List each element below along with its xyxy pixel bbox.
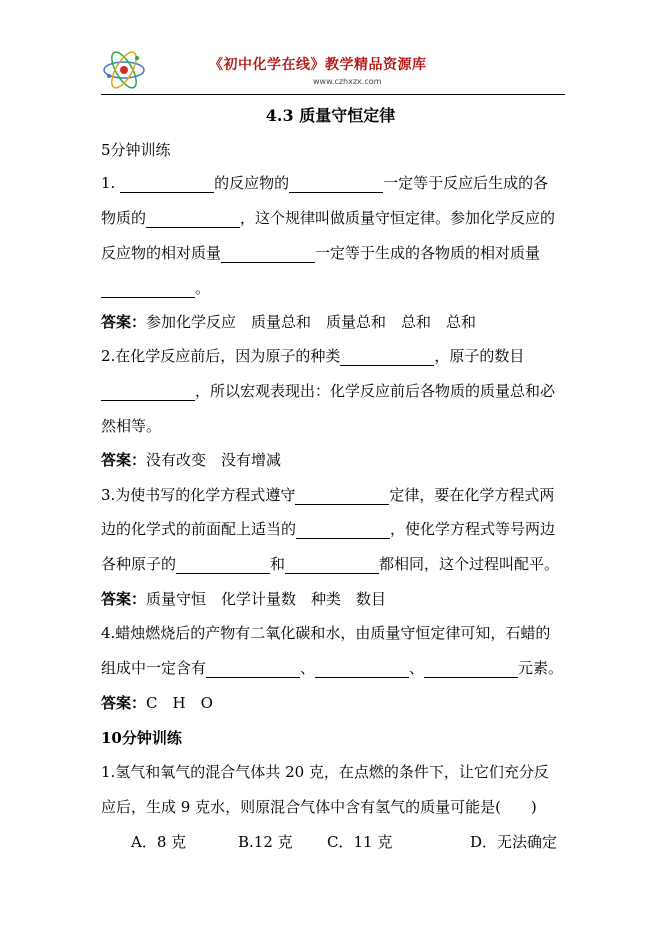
fill-blank[interactable] xyxy=(424,661,518,678)
fill-blank[interactable] xyxy=(101,281,195,298)
q5-option-b[interactable]: B.12 克 xyxy=(238,833,293,851)
banner-url: www.czhxzx.com xyxy=(313,77,382,86)
fill-blank[interactable] xyxy=(146,211,240,228)
q1-line-4: 。 xyxy=(101,278,210,298)
fill-blank[interactable] xyxy=(296,522,390,539)
q4-line-2: 组成中一定含有 、 、 元素。 xyxy=(101,659,564,677)
q3-line-3: 各种原子的 和 都相同，这个过程叫配平。 xyxy=(101,555,560,573)
q2-line-2: ，所以宏观表现出：化学反应前后各物质的质量总和必 xyxy=(101,381,555,401)
q5-option-a[interactable]: A．8 克 xyxy=(131,833,187,851)
fill-blank[interactable] xyxy=(221,246,315,263)
q3-line-1: 3.为使书写的化学方程式遵守 定律，要在化学方程式两 xyxy=(101,486,555,504)
fill-blank[interactable] xyxy=(315,661,409,678)
atom-logo-icon xyxy=(101,50,147,90)
page-header xyxy=(101,44,565,96)
document-title: 4.3 质量守恒定律 xyxy=(265,106,396,125)
q2-line-3: 然相等。 xyxy=(101,417,162,435)
q3-line-2: 边的化学式的前面配上适当的 ，使化学方程式等号两边 xyxy=(101,520,556,538)
q2-answer: 答案：没有改变 没有增减 xyxy=(101,451,282,469)
section-heading-5min: 5分钟训练 xyxy=(101,141,171,159)
q5-option-d[interactable]: D．无法确定 xyxy=(470,833,558,851)
q5-line-1: 1.氢气和氧气的混合气体共 20 克，在点燃的条件下，让它们充分反 xyxy=(101,763,549,781)
fill-blank[interactable] xyxy=(101,384,195,401)
q4-answer: 答案：C H O xyxy=(101,694,213,712)
fill-blank[interactable] xyxy=(340,349,434,366)
q5-option-c[interactable]: C．11 克 xyxy=(327,833,393,851)
q1-line-2: 物质的 ，这个规律叫做质量守恒定律。参加化学反应的 xyxy=(101,209,556,227)
q1-line-3: 反应物的相对质量 一定等于生成的各物质的相对质量 xyxy=(101,244,541,262)
fill-blank[interactable] xyxy=(295,488,389,505)
fill-blank[interactable] xyxy=(285,557,379,574)
fill-blank[interactable] xyxy=(206,661,300,678)
fill-blank[interactable] xyxy=(176,557,270,574)
q4-line-1: 4.蜡烛燃烧后的产物有二氧化碳和水，由质量守恒定律可知，石蜡的 xyxy=(101,624,551,642)
fill-blank[interactable] xyxy=(120,176,214,193)
q5-line-2: 应后，生成 9 克水，则原混合气体中含有氢气的质量可能是( ) xyxy=(101,798,537,816)
header-divider xyxy=(101,94,565,95)
q2-line-1: 2.在化学反应前后，因为原子的种类 ，原子的数目 xyxy=(101,347,525,365)
q1-answer: 答案：参加化学反应 质量总和 质量总和 总和 总和 xyxy=(101,313,477,331)
section-heading-10min: 10分钟训练 xyxy=(101,729,182,747)
q3-answer: 答案：质量守恒 化学计量数 种类 数目 xyxy=(101,590,387,608)
fill-blank[interactable] xyxy=(289,176,383,193)
q1-line-1: 1. 的反应物的 一定等于反应后生成的各 xyxy=(101,174,549,192)
banner-title: 《初中化学在线》教学精品资源库 xyxy=(209,57,427,73)
